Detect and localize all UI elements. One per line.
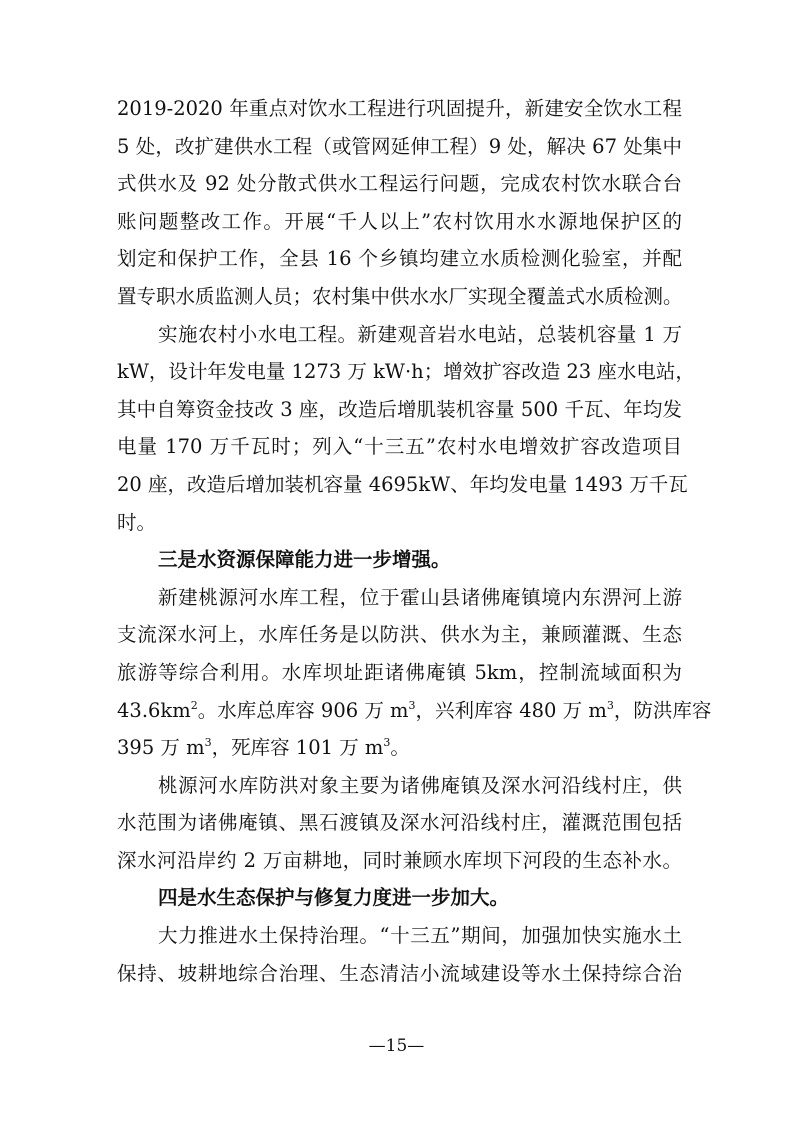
text-line: 电量 170 万千瓦时；列入“十三五”农村水电增效扩容改造项目 [117,435,682,459]
text-line: 式供水及 92 处分散式供水工程运行问题，完成农村饮水联合台 [117,172,682,196]
superscript: 3 [408,698,416,712]
superscript: 3 [204,736,212,750]
text-line: 20 座，改造后增加装机容量 4695kW、年均发电量 1493 万千瓦 [117,472,688,496]
text-run: 43.6km [117,698,191,722]
text-line: 桃源河水库防洪对象主要为诸佛庵镇及深水河沿线村庄，供 [158,773,682,797]
paragraph-taoyuan-reservoir [117,579,712,767]
text-run: 395 万 m [117,736,205,760]
text-line: 水范围为诸佛庵镇、黑石渡镇及深水河沿线村庄，灌溉范围包括 [117,811,682,835]
paragraph-rural-water-supply [117,90,682,316]
document-body [117,90,712,992]
text-line: kW，设计年发电量 1273 万 kW·h；增效扩容改造 23 座水电站， [117,360,695,384]
text-run: 。 [390,736,410,760]
text-line: 置专职水质监测人员；农村集中供水水厂实现全覆盖式水质检测。 [117,284,683,308]
section-heading-water-resources: 三是水资源保障能力进一步增强。 [158,548,451,572]
text-line: 2019-2020 年重点对饮水工程进行巩固提升，新建安全饮水工程 [117,97,682,120]
text-line: 时。 [117,510,157,534]
text-line: 划定和保护工作，全县 16 个乡镇均建立水质检测化验室，并配 [117,247,682,271]
text-line: 账问题整改工作。开展“千人以上”农村饮用水水源地保护区的 [117,209,682,233]
page-number: —15— [368,1036,425,1056]
text-line: 其中自筹资金技改 3 座，改造后增肌装机容量 500 千瓦、年均发 [117,397,682,421]
paragraph-flood-control [117,767,682,880]
text-line: 新建桃源河水库工程，位于霍山县诸佛庵镇境内东淠河上游 [158,585,682,609]
text-line [117,729,682,767]
text-line [117,692,712,730]
text-run: 。水库总库容 906 万 m [197,698,409,722]
text-line: 支流深水河上，水库任务是以防洪、供水为主，兼顾灌溉、生态 [117,623,682,647]
superscript: 2 [190,698,198,712]
paragraph-small-hydropower [117,316,695,542]
text-line: 旅游等综合利用。水库坝址距诸佛庵镇 5km，控制流域面积为 [117,660,682,684]
text-line: 5 处，改扩建供水工程（或管网延伸工程）9 处，解决 67 处集中 [117,134,682,158]
text-line: 大力推进水土保持治理。“十三五”期间，加强加快实施水土 [158,924,682,948]
text-line: 保持、坡耕地综合治理、生态清洁小流域建设等水土保持综合治 [117,961,682,985]
text-run: ，兴利库容 480 万 m [415,698,607,722]
text-run: ，死库容 101 万 m [211,736,384,760]
section-heading-water-ecology: 四是水生态保护与修复力度进一步加大。 [158,886,510,910]
text-run: ，防洪库容 [613,698,712,722]
text-line: 深水河沿岸约 2 万亩耕地，同时兼顾水库坝下河段的生态补水。 [117,848,682,872]
text-line: 实施农村小水电工程。新建观音岩水电站，总装机容量 1 万 [158,322,682,346]
superscript: 3 [383,736,391,750]
paragraph-soil-conservation [117,917,682,992]
superscript: 3 [606,698,614,712]
